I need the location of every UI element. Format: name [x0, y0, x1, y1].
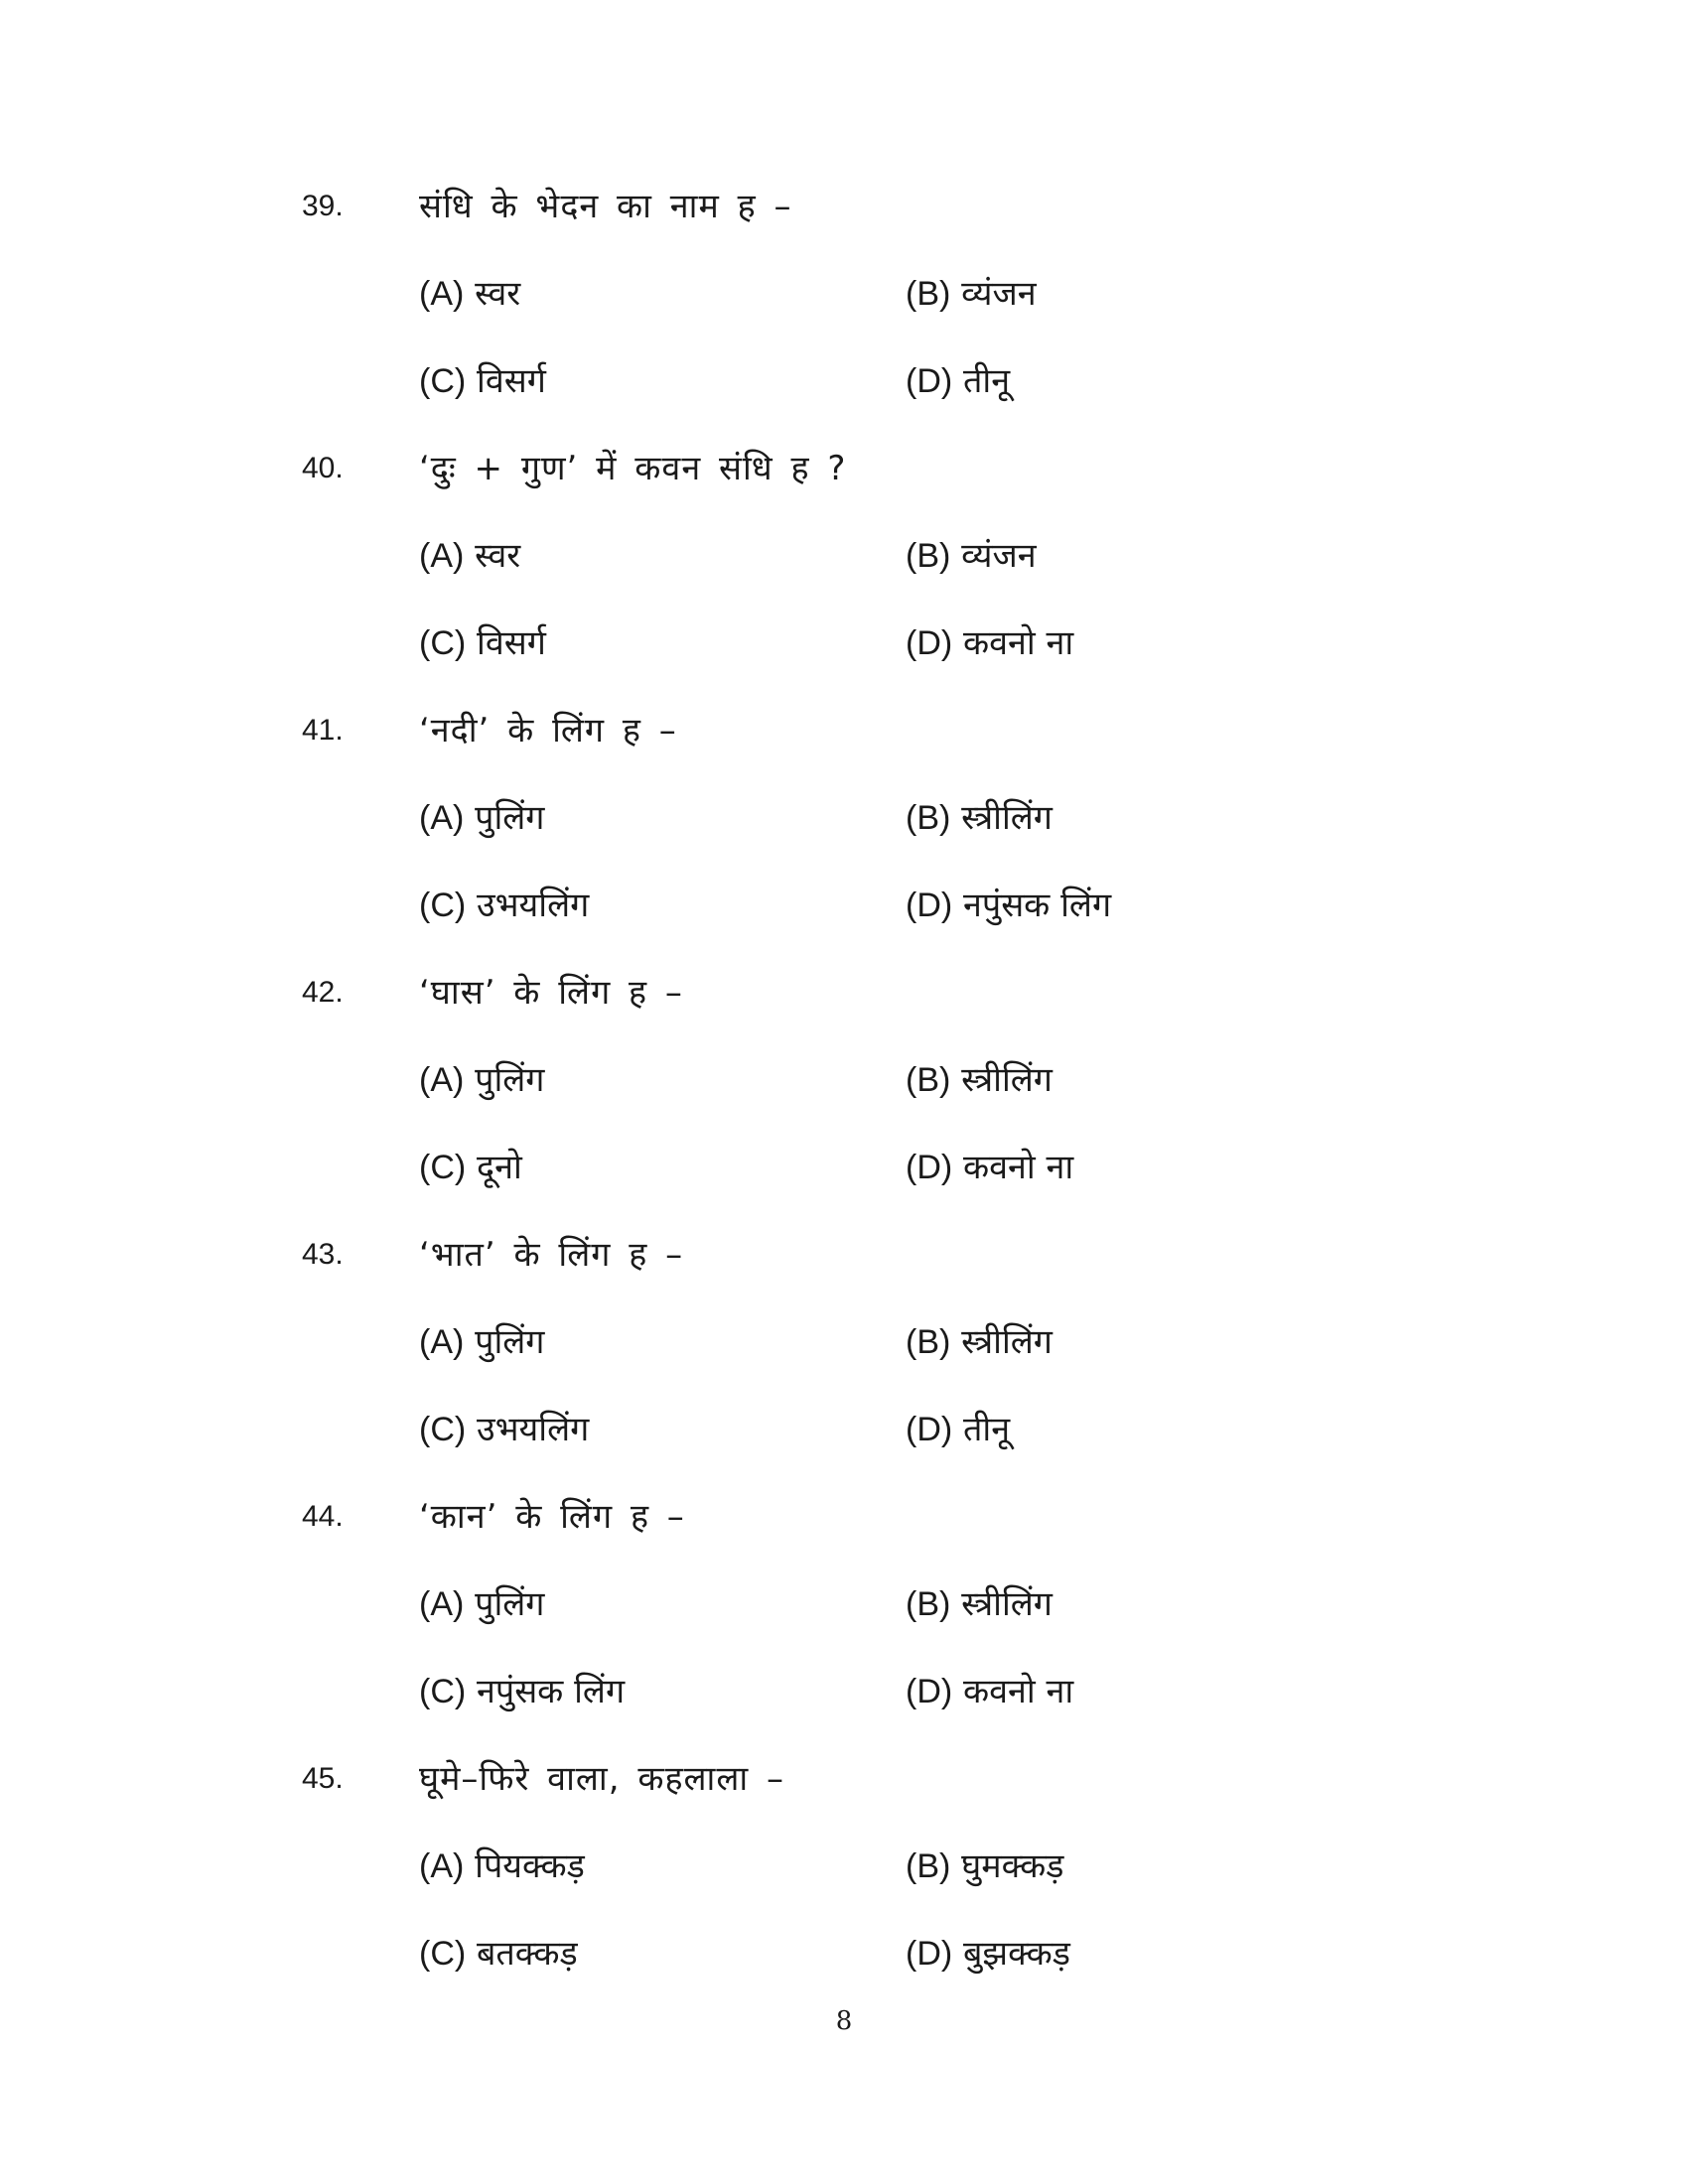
- option-text: स्त्रीलिंग: [961, 1322, 1053, 1362]
- option-key: (C): [419, 887, 467, 924]
- option-key: (D): [906, 1673, 953, 1710]
- question-number: 40.: [302, 452, 344, 484]
- option-key: (D): [906, 887, 953, 924]
- option-key: (D): [906, 1411, 953, 1448]
- option-text: नपुंसक लिंग: [477, 1672, 626, 1711]
- option-key: (D): [906, 362, 953, 400]
- option-text: स्वर: [475, 274, 521, 314]
- question-number: 39.: [302, 190, 344, 222]
- option-d: [906, 1934, 1070, 1974]
- question-40: [0, 449, 1688, 711]
- option-key: (A): [419, 1847, 465, 1885]
- option-text: घुमक्कड़: [961, 1846, 1064, 1886]
- question-number: 41.: [302, 714, 344, 747]
- option-key: (A): [419, 1585, 465, 1623]
- option-text: व्यंजन: [961, 536, 1037, 576]
- option-c: [419, 1410, 589, 1449]
- option-key: (A): [419, 799, 465, 837]
- option-key: (C): [419, 1935, 467, 1973]
- page-number: 8: [835, 2006, 853, 2036]
- option-b: [906, 798, 1053, 838]
- option-text: व्यंजन: [961, 274, 1037, 314]
- option-text: तीनू: [963, 1410, 1011, 1449]
- question-number: 43.: [302, 1238, 344, 1271]
- option-key: (C): [419, 1411, 467, 1448]
- question-39: [0, 187, 1688, 449]
- option-text: तीनू: [963, 361, 1011, 401]
- option-key: (A): [419, 1323, 465, 1361]
- option-key: (B): [906, 1061, 951, 1099]
- option-a: [419, 798, 544, 838]
- question-text: ‘दुः + गुण’ में कवन संधि ह ?: [419, 449, 847, 488]
- option-text: पुलिंग: [475, 1322, 545, 1362]
- option-key: (D): [906, 1935, 953, 1973]
- option-key: (A): [419, 275, 465, 313]
- option-text: कवनो ना: [963, 623, 1074, 663]
- option-text: स्त्रीलिंग: [961, 1060, 1053, 1100]
- option-key: (B): [906, 799, 951, 837]
- option-key: (C): [419, 624, 467, 662]
- option-b: [906, 1322, 1053, 1362]
- option-text: स्त्रीलिंग: [961, 1584, 1053, 1624]
- option-b: [906, 1060, 1053, 1100]
- question-text: संधि के भेदन का नाम ह –: [419, 187, 792, 226]
- option-c: [419, 1148, 522, 1187]
- option-key: (C): [419, 1149, 467, 1186]
- option-text: नपुंसक लिंग: [963, 886, 1112, 925]
- question-number: 44.: [302, 1500, 344, 1533]
- option-a: [419, 1584, 544, 1624]
- option-text: पुलिंग: [475, 1584, 545, 1624]
- option-d: [906, 1672, 1073, 1711]
- option-key: (A): [419, 537, 465, 575]
- option-key: (D): [906, 624, 953, 662]
- option-d: [906, 361, 1010, 401]
- option-d: [906, 886, 1111, 925]
- question-text: ‘घास’ के लिंग ह –: [419, 973, 683, 1013]
- option-key: (D): [906, 1149, 953, 1186]
- option-key: (B): [906, 1585, 951, 1623]
- option-b: [906, 1846, 1063, 1886]
- option-text: पुलिंग: [475, 1060, 545, 1100]
- option-c: [419, 1934, 578, 1974]
- question-44: [0, 1497, 1688, 1759]
- option-key: (B): [906, 1847, 951, 1885]
- option-a: [419, 1322, 544, 1362]
- option-a: [419, 274, 520, 314]
- option-text: विसर्ग: [477, 623, 546, 663]
- option-c: [419, 361, 546, 401]
- option-key: (B): [906, 1323, 951, 1361]
- question-text: घूमे–फिरे वाला, कहलाला –: [419, 1759, 785, 1799]
- option-a: [419, 1846, 585, 1886]
- question-41: [0, 711, 1688, 973]
- option-text: पुलिंग: [475, 798, 545, 838]
- option-key: (C): [419, 1673, 467, 1710]
- option-b: [906, 274, 1037, 314]
- option-d: [906, 1410, 1010, 1449]
- option-d: [906, 623, 1073, 663]
- question-number: 42.: [302, 976, 344, 1009]
- option-text: बुझक्कड़: [963, 1934, 1070, 1974]
- option-b: [906, 1584, 1053, 1624]
- option-text: दूनो: [477, 1148, 522, 1187]
- option-text: उभयलिंग: [477, 886, 590, 925]
- question-text: ‘भात’ के लिंग ह –: [419, 1235, 684, 1275]
- option-key: (B): [906, 537, 951, 575]
- option-text: स्त्रीलिंग: [961, 798, 1053, 838]
- option-a: [419, 1060, 544, 1100]
- question-42: [0, 973, 1688, 1235]
- option-text: कवनो ना: [963, 1148, 1074, 1187]
- option-b: [906, 536, 1037, 576]
- option-text: उभयलिंग: [477, 1410, 590, 1449]
- option-text: विसर्ग: [477, 361, 546, 401]
- option-text: स्वर: [475, 536, 521, 576]
- option-c: [419, 623, 546, 663]
- question-45: [0, 1759, 1688, 2021]
- option-d: [906, 1148, 1073, 1187]
- option-c: [419, 1672, 625, 1711]
- option-text: कवनो ना: [963, 1672, 1074, 1711]
- option-key: (A): [419, 1061, 465, 1099]
- option-c: [419, 886, 589, 925]
- question-number: 45.: [302, 1762, 344, 1795]
- question-text: ‘कान’ के लिंग ह –: [419, 1497, 685, 1537]
- question-43: [0, 1235, 1688, 1497]
- option-text: पियक्कड़: [475, 1846, 585, 1886]
- option-key: (B): [906, 275, 951, 313]
- option-text: बतक्कड़: [477, 1934, 578, 1974]
- option-key: (C): [419, 362, 467, 400]
- question-text: ‘नदी’ के लिंग ह –: [419, 711, 677, 751]
- option-a: [419, 536, 520, 576]
